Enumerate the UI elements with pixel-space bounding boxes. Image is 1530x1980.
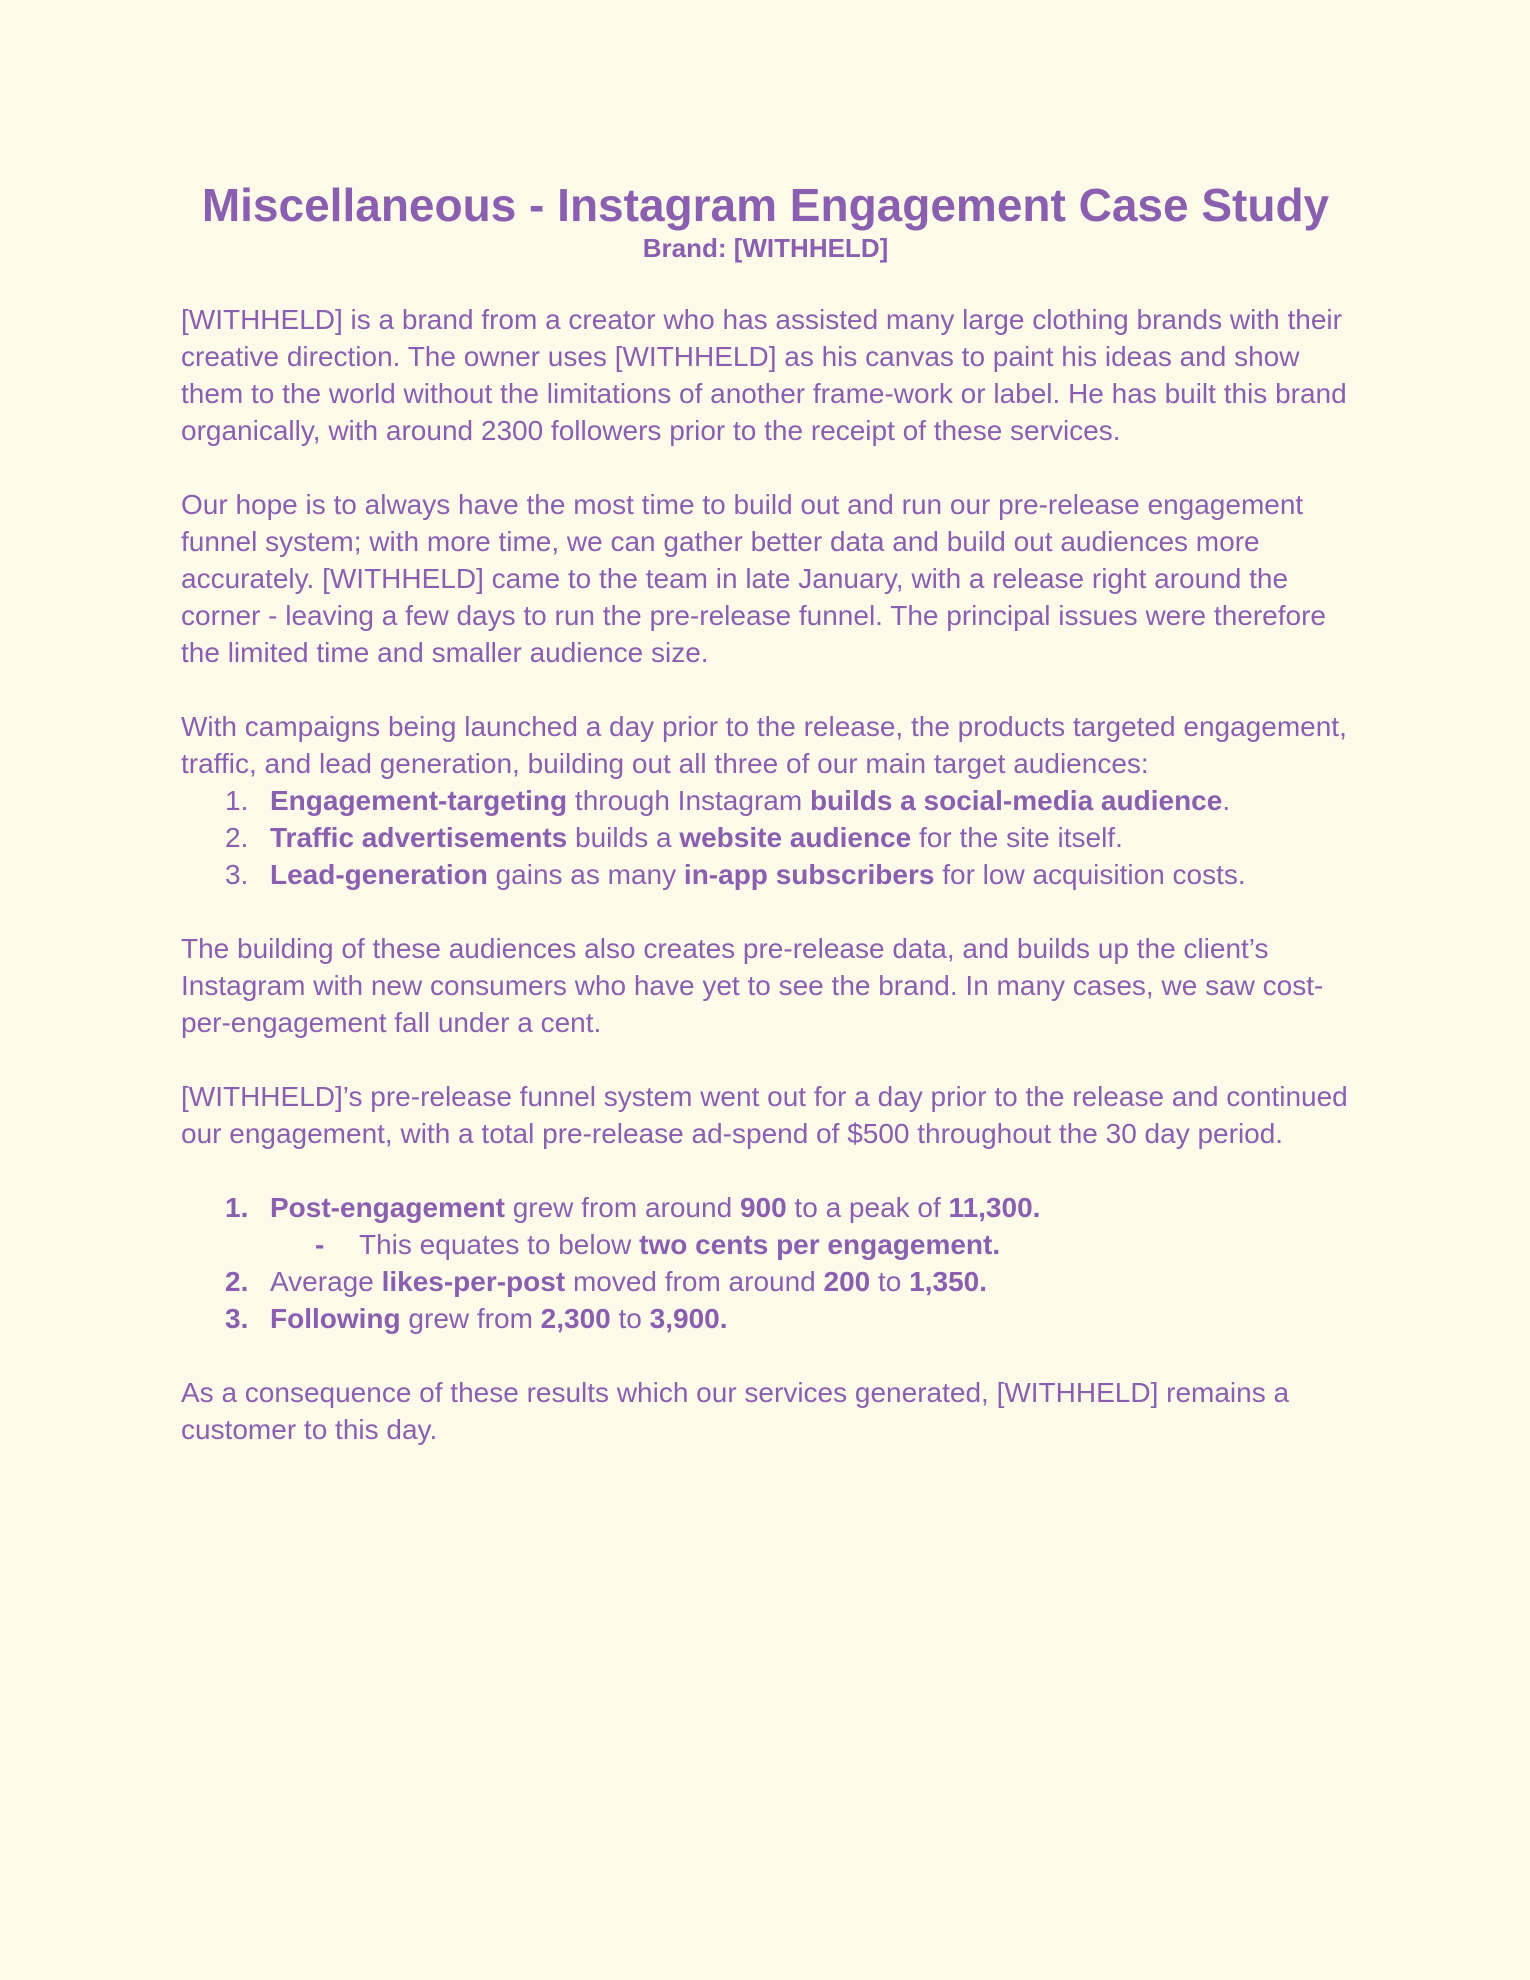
audience-list <box>181 782 1350 893</box>
page-title: Miscellaneous - Instagram Engagement Case Study <box>201 179 1330 231</box>
funnel-paragraph: [WITHHELD]’s pre-release funnel system went out for a day prior to the release and continued our engagement, with a total pre-release ad-spend of $500 throughout the 30 day period. <box>181 1081 1348 1149</box>
hope-paragraph: Our hope is to always have the most time to build out and run our pre-release engagement funnel system; with more time, we can gather better data and build out audiences more accurately. [WITHHELD] came to the team in late January, with a release right around the corner - leaving a few days to run the pre-release funnel. The principal issues were therefore the limited time and smaller audience size. <box>181 489 1326 668</box>
list-item: 3. Following grew from 2,300 to 3,900. <box>181 1300 1350 1337</box>
sub-list-item: - This equates to below two cents per engagement. <box>181 1226 1350 1263</box>
list-number: 1. <box>225 1192 249 1223</box>
list-item: 2. Average likes-per-post moved from around 200 to 1,350. <box>181 1263 1350 1300</box>
conclusion-paragraph: As a consequence of these results which our services generated, [WITHHELD] remains a customer to this day. <box>181 1377 1290 1445</box>
campaigns-paragraph: With campaigns being launched a day prior to the release, the products targeted engagement, traffic, and lead generation, building out all three of our main target audiences: <box>181 711 1347 779</box>
list-number: 3. <box>225 859 249 890</box>
list-number: 2. <box>225 1266 249 1297</box>
audiences-paragraph: The building of these audiences also creates pre-release data, and builds up the client’s Instagram with new consumers who have yet to see the brand. In many cases, we saw cost-per-engagement fall under a cent. <box>181 933 1324 1038</box>
results-list <box>181 1189 1350 1226</box>
intro-paragraph: [WITHHELD] is a brand from a creator who has assisted many large clothing brands with their creative direction. The owner uses [WITHHELD] as his canvas to paint his ideas and show them to the world without the limitations of another frame-work or label. He has built this brand organically, with around 2300 followers prior to the receipt of these services. <box>181 304 1347 446</box>
list-number: 2. <box>225 822 249 853</box>
brand-subtitle: Brand: [WITHHELD] <box>642 233 889 263</box>
list-number: 1. <box>225 785 249 816</box>
list-item: 1. Post-engagement grew from around 900 to a peak of 11,300. <box>181 1189 1350 1226</box>
dash-bullet: - <box>315 1229 325 1260</box>
list-number: 3. <box>225 1303 249 1334</box>
list-item: 3. Lead-generation gains as many in-app subscribers for low acquisition costs. <box>181 856 1350 893</box>
list-item: 2. Traffic advertisements builds a website audience for the site itself. <box>181 819 1350 856</box>
list-item: 1. Engagement-targeting through Instagram builds a social-media audience. <box>181 782 1350 819</box>
